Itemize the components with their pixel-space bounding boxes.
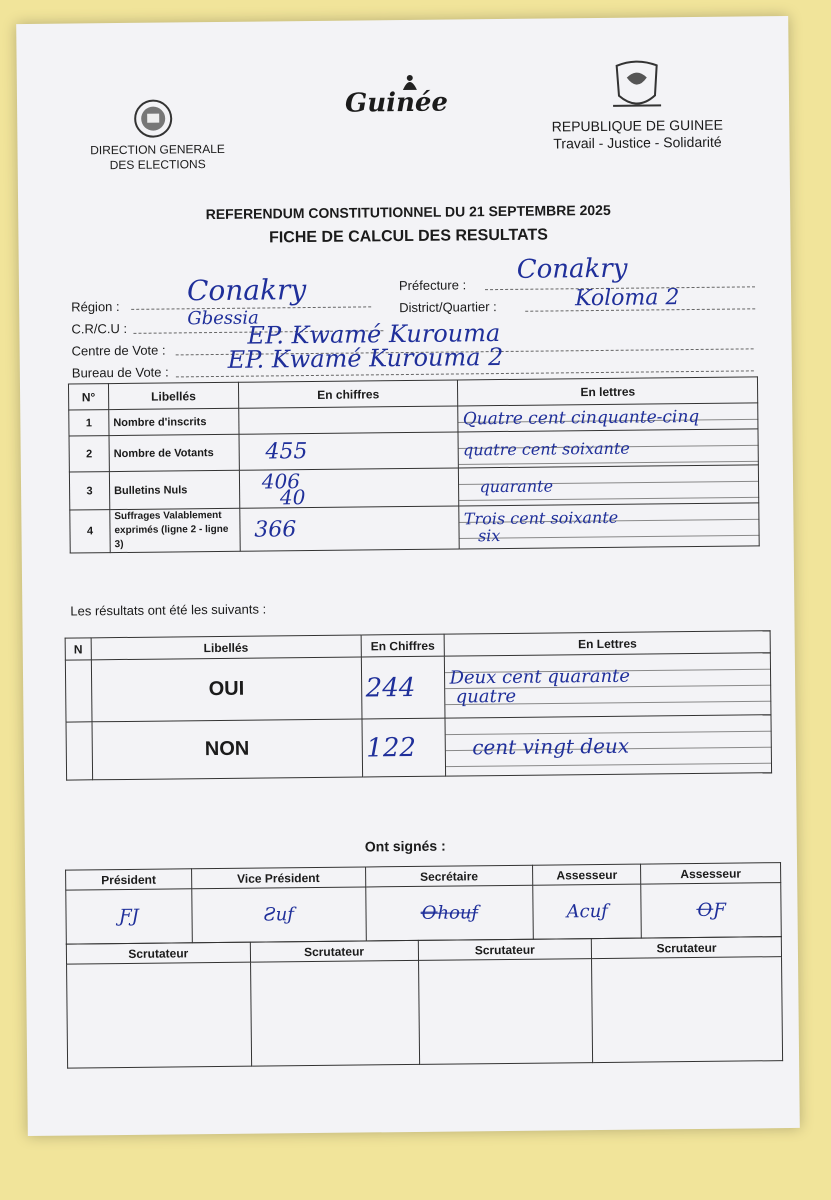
scrutateur-signature-box xyxy=(250,960,419,1066)
row-lettres: quarante xyxy=(459,465,759,506)
role-assesseur-1: Assesseur xyxy=(533,864,641,885)
oui-lettres xyxy=(445,653,771,718)
role-scrutateur-2: Scrutateur xyxy=(250,940,418,962)
row-chiffres: 366 xyxy=(240,506,460,551)
results-table xyxy=(65,630,772,780)
results-intro: Les résultats ont été les suivants : xyxy=(70,601,267,619)
row-number: 1 xyxy=(69,410,109,436)
col-lettres: En Lettres xyxy=(445,631,771,656)
role-vice-president: Vice Président xyxy=(191,867,365,889)
role-scrutateur-3: Scrutateur xyxy=(418,939,592,961)
row-label: Bulletins Nuls xyxy=(109,470,239,509)
row-lettres: Quatre cent cinquante-cinq xyxy=(458,403,758,432)
region-label: Région : xyxy=(71,299,120,315)
col-n: N xyxy=(65,638,91,660)
row-number xyxy=(65,660,92,722)
signature-assesseur-2: ꝊƑ xyxy=(641,883,781,938)
coat-of-arms-icon xyxy=(607,57,668,114)
centre-label: Centre de Vote : xyxy=(71,342,166,359)
dge-line2: DES ELECTIONS xyxy=(109,157,206,173)
col-chiffres: En chiffres xyxy=(238,380,458,408)
row-lettres: quatre cent soixante xyxy=(458,429,758,468)
role-president: Président xyxy=(66,869,192,890)
election-seal-icon xyxy=(133,98,173,138)
row-number: 3 xyxy=(69,472,109,510)
role-scrutateur-1: Scrutateur xyxy=(66,942,250,964)
signature-secretaire: Ꝋhouƒ xyxy=(365,885,533,941)
table-row xyxy=(70,503,759,553)
row-number: 2 xyxy=(69,436,109,472)
non-label: NON xyxy=(92,719,362,780)
centre-value: EP. Kwamé Kurouma xyxy=(247,319,501,350)
district-value: Koloma 2 xyxy=(574,285,680,312)
row-label xyxy=(110,508,240,552)
dge-header xyxy=(67,142,247,174)
non-lettres: cent vingt deux xyxy=(445,715,771,776)
row-number xyxy=(66,722,93,780)
col-n: N° xyxy=(68,384,108,410)
chiffres-corrected: 40 xyxy=(279,484,306,509)
scrutateur-signature-box xyxy=(67,962,252,1068)
republic-name: REPUBLIQUE DE GUINEE xyxy=(551,116,723,135)
signature-assesseur-1: Acuƒ xyxy=(533,884,641,939)
oui-lettres-line1: Deux cent quarante xyxy=(449,665,631,689)
brand-logo-text: Guinée xyxy=(344,87,449,119)
results-sheet xyxy=(16,16,800,1136)
scrutateur-table xyxy=(66,936,783,1068)
chiffres-struck: 406 xyxy=(261,468,301,494)
crcu-value: Gbessia xyxy=(187,307,259,330)
col-lettres: En lettres xyxy=(458,377,758,406)
row-label-line2: exprimés (ligne 2 - ligne 3) xyxy=(114,523,229,551)
row-chiffres: 455 xyxy=(239,432,459,470)
scrutateur-signature-box xyxy=(418,959,593,1065)
table-row xyxy=(66,715,772,780)
prefecture-value: Conakry xyxy=(516,253,628,285)
sheet-title: FICHE DE CALCUL DES RESULTATS xyxy=(268,226,548,247)
row-label: Nombre de Votants xyxy=(109,434,239,471)
row-chiffres xyxy=(239,468,459,508)
non-chiffres: 122 xyxy=(362,718,447,777)
row-number: 4 xyxy=(70,510,110,553)
role-assesseur-2: Assesseur xyxy=(641,863,781,884)
row-lettres xyxy=(459,503,759,549)
oui-label: OUI xyxy=(91,657,361,722)
scrutateur-signature-box xyxy=(592,957,783,1063)
bureau-value: EP. Kwamé Kurouma 2 xyxy=(227,342,504,374)
computation-table xyxy=(68,376,760,553)
table-row xyxy=(65,653,771,722)
prefecture-label: Préfecture : xyxy=(398,277,467,294)
bureau-label: Bureau de Vote : xyxy=(71,364,169,381)
col-chiffres: En Chiffres xyxy=(361,634,445,657)
region-value: Conakry xyxy=(186,273,307,308)
referendum-title: REFERENDUM CONSTITUTIONNEL DU 21 SEPTEMBRE 2025 xyxy=(205,201,611,223)
republic-header xyxy=(517,116,757,153)
role-scrutateur-4: Scrutateur xyxy=(592,937,782,959)
row-chiffres xyxy=(239,406,459,434)
signatures-title: Ont signés : xyxy=(364,837,446,855)
role-secretaire: Secrétaire xyxy=(365,865,533,887)
row-label: Nombre d'inscrits xyxy=(109,408,239,435)
lettres-line2: six xyxy=(477,526,501,546)
oui-chiffres: 244 xyxy=(361,656,446,719)
col-libelles: Libellés xyxy=(108,382,238,409)
row-label-line1: Suffrages Valablement xyxy=(114,509,222,523)
lettres-line1: Trois cent soixante xyxy=(463,507,619,529)
dge-line1: DIRECTION GENERALE xyxy=(90,141,225,158)
signature-vice-president: Ƨuƒ xyxy=(192,887,366,943)
district-label: District/Quartier : xyxy=(399,299,497,316)
oui-lettres-line2: quatre xyxy=(455,685,517,708)
signature-table xyxy=(65,862,782,944)
signature-president: ƑJ xyxy=(66,889,192,944)
republic-motto: Travail - Justice - Solidarité xyxy=(553,133,722,152)
col-libelles: Libellés xyxy=(91,635,361,660)
crcu-label: C.R/C.U : xyxy=(71,320,128,337)
